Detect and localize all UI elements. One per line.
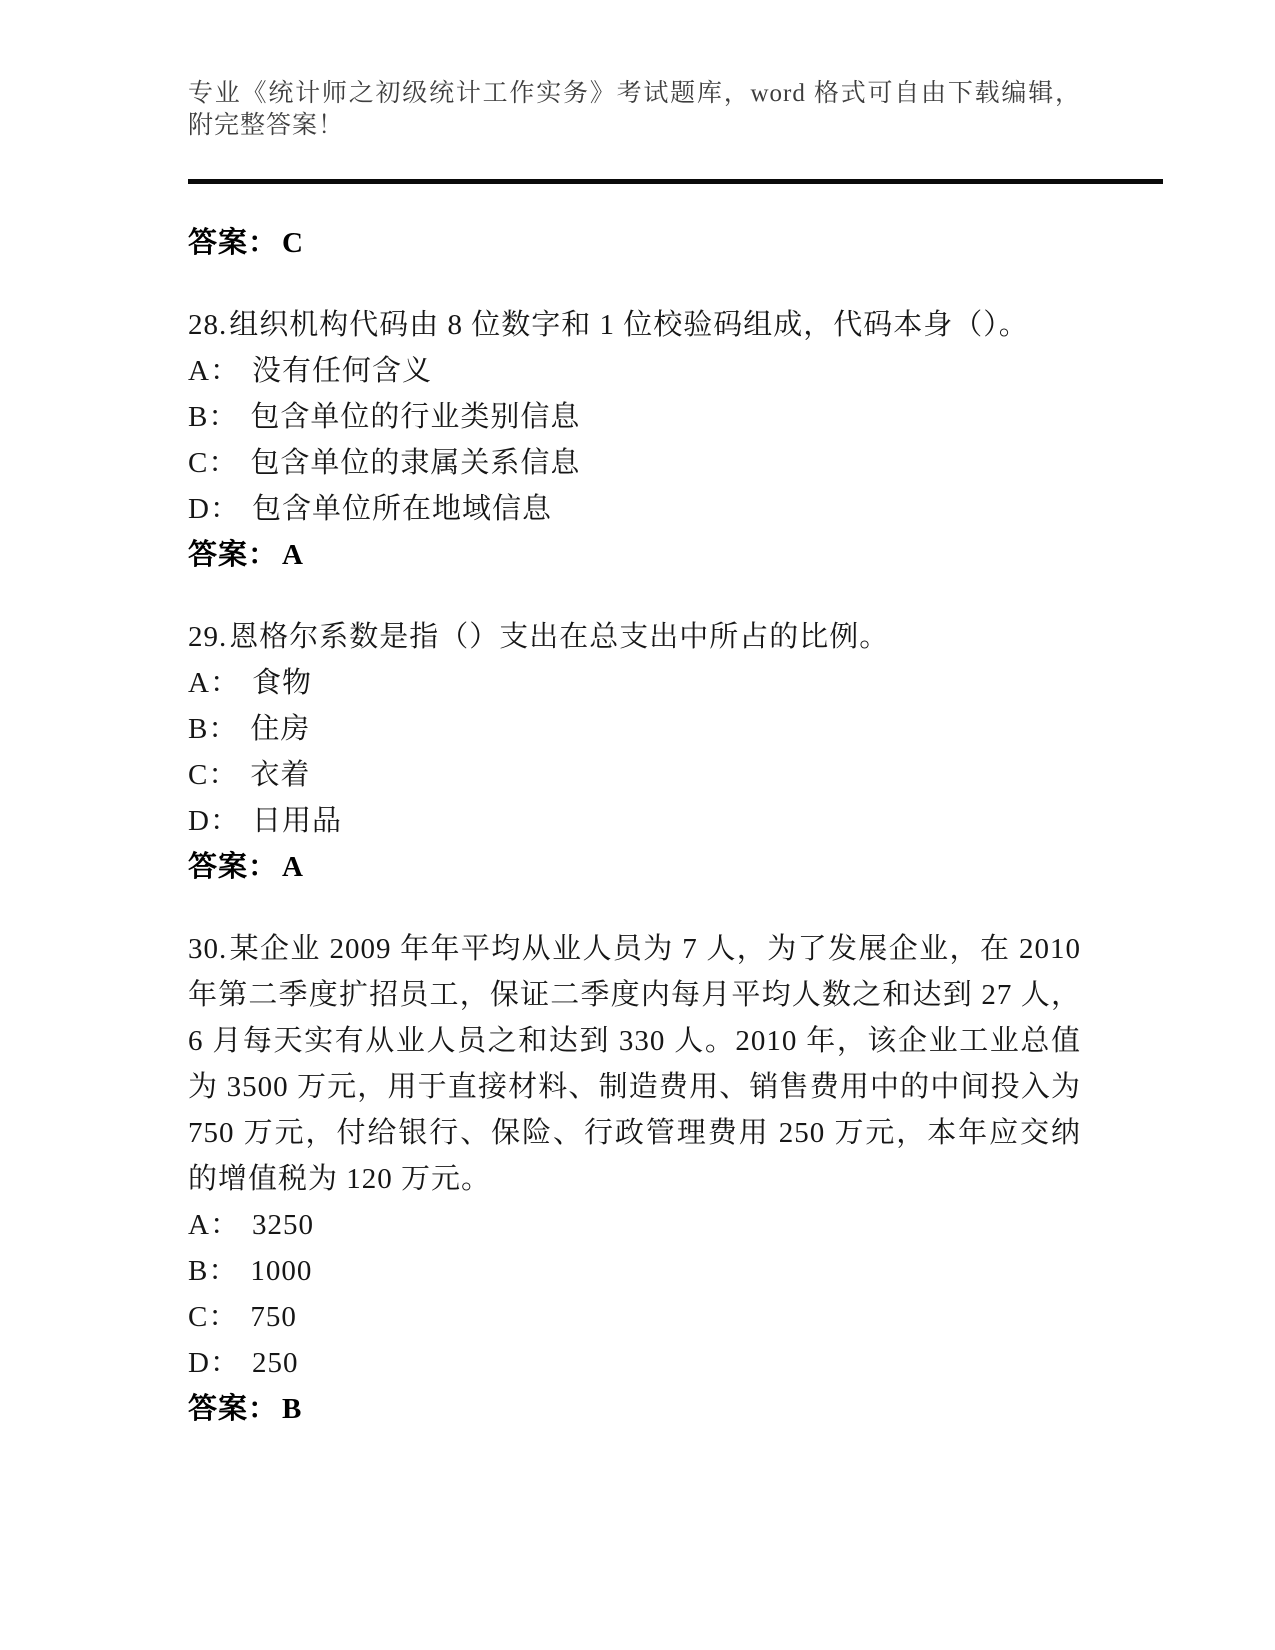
question-30	[188, 926, 1081, 1432]
option-text: 250	[251, 1347, 299, 1379]
question-number: 29.	[188, 621, 228, 653]
option-row	[188, 752, 1081, 798]
question-stem-text: 恩格尔系数是指（）支出在总支出中所占的比例。	[229, 621, 890, 653]
option-letter: A：	[188, 667, 240, 699]
question-number: 28.	[188, 309, 228, 341]
option-text: 包含单位的行业类别信息	[250, 401, 581, 433]
option-row	[188, 706, 1081, 752]
option-letter: A：	[188, 1209, 240, 1241]
option-row	[188, 798, 1081, 844]
option-text: 750	[250, 1301, 297, 1333]
option-row	[188, 1202, 1081, 1248]
option-row	[188, 660, 1081, 706]
question-29	[188, 614, 1081, 890]
answer-line	[188, 844, 1081, 890]
option-letter: B：	[188, 1255, 239, 1287]
option-text: 住房	[250, 713, 311, 745]
option-letter: C：	[188, 1301, 239, 1333]
option-text: 3250	[251, 1209, 314, 1241]
header-rule	[188, 179, 1163, 184]
option-row	[188, 1340, 1081, 1386]
option-letter: D：	[188, 1347, 240, 1379]
option-row	[188, 348, 1081, 394]
answer-label: 答案：	[188, 539, 279, 571]
page-content	[188, 220, 1081, 1432]
option-row	[188, 486, 1081, 532]
page-header	[0, 0, 1275, 184]
header-note: 专业《统计师之初级统计工作实务》考试题库，word 格式可自由下载编辑，附完整答案！	[188, 80, 1081, 139]
question-stem-text: 组织机构代码由 8 位数字和 1 位校验码组成，代码本身（）。	[229, 309, 1029, 341]
option-text: 衣着	[250, 759, 311, 791]
option-text: 包含单位的隶属关系信息	[250, 447, 581, 479]
option-letter: C：	[188, 759, 239, 791]
option-letter: D：	[188, 493, 240, 525]
answer-value: A	[282, 851, 304, 883]
option-letter: D：	[188, 805, 240, 837]
option-letter: B：	[188, 401, 239, 433]
question-stem	[188, 926, 1081, 1202]
option-letter: A：	[188, 355, 240, 387]
option-text: 1000	[250, 1255, 313, 1287]
option-row	[188, 440, 1081, 486]
option-letter: B：	[188, 713, 239, 745]
question-number: 30.	[188, 933, 228, 965]
carryover-answer-line	[188, 220, 1081, 266]
answer-value: B	[282, 1393, 303, 1425]
option-row	[188, 1294, 1081, 1340]
option-text: 包含单位所在地域信息	[251, 493, 552, 525]
answer-line	[188, 532, 1081, 578]
option-row	[188, 394, 1081, 440]
answer-label: 答案：	[188, 227, 279, 259]
option-row	[188, 1248, 1081, 1294]
answer-label: 答案：	[188, 851, 279, 883]
answer-line	[188, 1386, 1081, 1432]
option-text: 日用品	[251, 805, 342, 837]
option-letter: C：	[188, 447, 239, 479]
question-stem	[188, 614, 1081, 660]
answer-value: C	[282, 227, 304, 259]
question-28	[188, 302, 1081, 578]
answer-value: A	[282, 539, 304, 571]
option-text: 没有任何含义	[251, 355, 432, 387]
option-text: 食物	[251, 667, 312, 699]
question-stem-text: 某企业 2009 年年平均从业人员为 7 人，为了发展企业，在 2010 年第二季度扩招员工，保证二季度内每月平均人数之和达到 27 人，6 月每天实有从业人员之和达到 330 人。2010 年，该企业工业总值为 3500 万元，用于直接材料、制造费用、销售费用中的中间投入为 750 万元，付给银行、保险、行政管理费用 250 万元，本年应交纳的增值税为 120 万元。	[188, 933, 1081, 1195]
answer-label: 答案：	[188, 1393, 279, 1425]
question-stem	[188, 302, 1081, 348]
